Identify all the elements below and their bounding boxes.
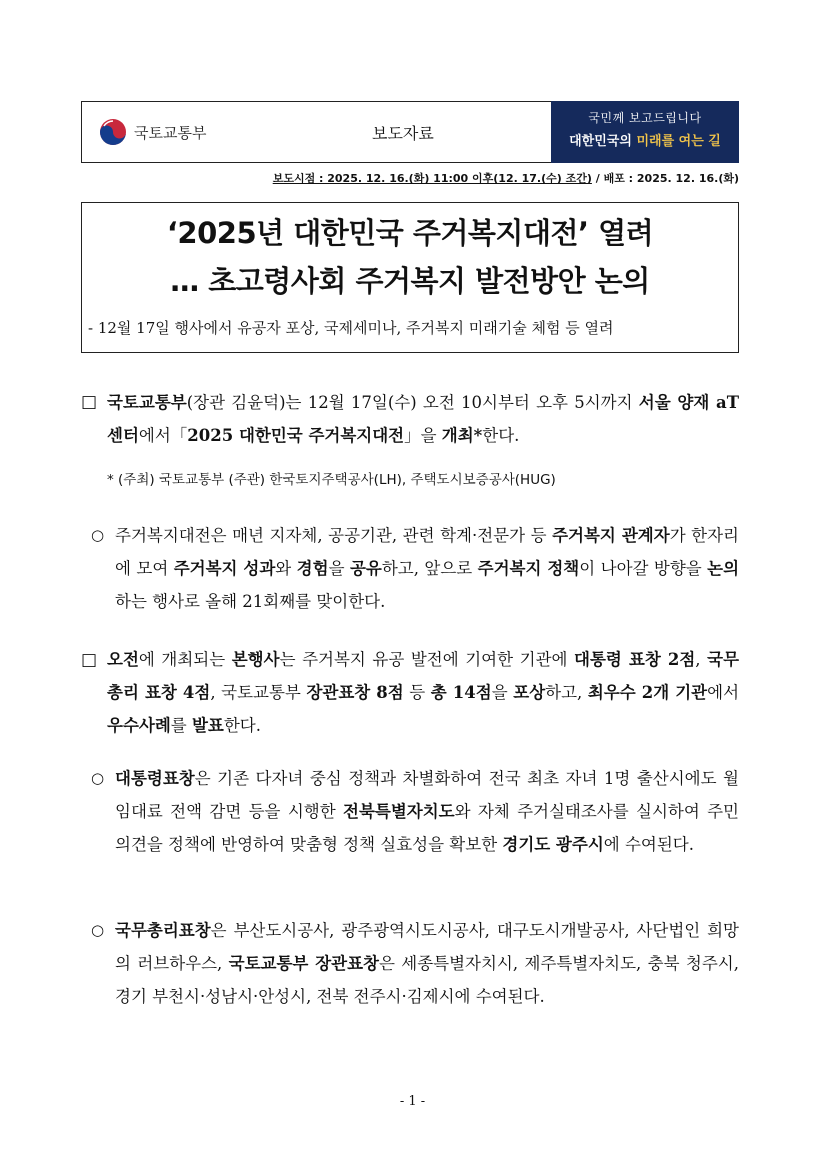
p2-bold-a: 주거복지 관계자 xyxy=(552,526,670,545)
banner-line2-b: 미래를 여는 길 xyxy=(636,134,721,149)
p3-text-j: 한다. xyxy=(223,716,261,735)
circle-bullet-icon: ○ xyxy=(91,526,105,544)
p3-text-g: 하고, xyxy=(545,683,588,702)
p5-text-a: 은 부산도시공사, 광주광역시도시공사, 대구도시개발공사, 사단법인 희망의 러브하우스, xyxy=(115,921,739,973)
p2-bold-d: 공유 xyxy=(349,559,382,578)
p3-text-b: 는 주거복지 유공 발전에 기여한 기관에 xyxy=(279,650,575,669)
p1-bold-held: 개최* xyxy=(441,426,483,445)
p4-bold-b: 전북특별자치도 xyxy=(343,802,455,821)
p2-text-g: 하는 행사로 올해 21회째를 맞이한다. xyxy=(115,592,386,611)
banner-line2-a: 대한민국의 xyxy=(569,134,637,149)
square-bullet-icon: □ xyxy=(81,392,98,412)
p3-bold-e: 장관표창 8점 xyxy=(306,683,404,702)
p2-text-b: 가 한자리에 모여 xyxy=(115,526,739,578)
title-box xyxy=(81,202,739,353)
ministry-name: 국토교통부 xyxy=(134,123,207,142)
p4-bold-a: 대통령표창 xyxy=(115,769,195,788)
p2-text-c: 와 xyxy=(275,559,297,578)
p1-bold-event: 2025 대한민국 주거복지대전 xyxy=(187,426,405,445)
document-type: 보도자료 xyxy=(372,124,434,143)
organizer-note: * (주최) 국토교통부 (주관) 한국토지주택공사(LH), 주택도시보증공사(HUG) xyxy=(107,472,556,488)
p2-text-e: 하고, 앞으로 xyxy=(381,559,478,578)
square-bullet-icon: □ xyxy=(81,650,98,670)
circle-bullet-icon: ○ xyxy=(91,921,105,939)
p1-text-a: (장관 김윤덕)는 12월 17일(수) 오전 10시부터 오후 5시까지 xyxy=(186,393,639,412)
paragraph-2 xyxy=(115,519,739,618)
p2-bold-f: 논의 xyxy=(707,559,740,578)
p4-text-a: 은 기존 다자녀 중심 정책과 차별화하여 전국 최초 자녀 1명 출산시에도 월 임대료 전액 감면 등을 시행한 xyxy=(115,769,739,821)
p3-bold-a: 오전 xyxy=(107,650,139,669)
paragraph-4 xyxy=(115,762,739,861)
headline-line2: … 초고령사회 주거복지 발전방안 논의 xyxy=(170,264,650,298)
release-info xyxy=(81,170,739,186)
p3-bold-g: 포상 xyxy=(513,683,546,702)
press-release-header xyxy=(81,101,739,163)
banner-line1: 국민께 보고드립니다 xyxy=(588,111,702,125)
distribution-date: / 배포 : 2025. 12. 16.(화) xyxy=(591,172,739,185)
p3-text-h: 에서 xyxy=(707,683,740,702)
p3-text-a: 에 개최되는 xyxy=(138,650,232,669)
p3-text-i: 를 xyxy=(170,716,192,735)
p2-text-d: 을 xyxy=(328,559,350,578)
subheadline: - 12월 17일 행사에서 유공자 포상, 국제세미나, 주거복지 미래기술 체험 등 열려 xyxy=(88,319,614,337)
headline-line1: ‘2025년 대한민국 주거복지대전’ 열려 xyxy=(166,216,654,250)
taegeuk-emblem-icon xyxy=(98,117,128,147)
p5-text-b: 은 세종특별자치시, 제주특별자치도, 충북 청주시, 경기 부천시·성남시·안성시, 전북 전주시·김제시에 수여된다. xyxy=(115,954,739,1006)
paragraph-5 xyxy=(115,914,739,1013)
p2-bold-e: 주거복지 정책 xyxy=(477,559,580,578)
p5-bold-b: 국토교통부 장관표창 xyxy=(228,954,379,973)
p3-text-d: , 국토교통부 xyxy=(210,683,307,702)
p3-text-c: , xyxy=(695,650,708,669)
paragraph-3 xyxy=(107,643,739,742)
p3-bold-j: 발표 xyxy=(191,716,224,735)
p3-text-f: 을 xyxy=(491,683,514,702)
page-number: - 1 - xyxy=(399,1094,426,1109)
p1-text-b: 에서「 xyxy=(138,426,188,445)
p3-bold-c: 대통령 표창 2점 xyxy=(574,650,696,669)
p4-bold-c: 경기도 광주시 xyxy=(502,835,604,854)
p1-text-c: 」을 xyxy=(404,426,442,445)
p3-text-e: 등 xyxy=(403,683,431,702)
paragraph-1 xyxy=(107,386,739,452)
p1-bold-venue: 서울 양재 aT센터 xyxy=(107,393,739,445)
p2-text-a: 주거복지대전은 매년 지자체, 공공기관, 관련 학계·전문가 등 xyxy=(115,526,553,545)
p4-text-c: 에 수여된다. xyxy=(603,835,694,854)
p2-bold-c: 경험 xyxy=(296,559,329,578)
p4-text-b: 와 자체 주거실태조사를 실시하여 주민 의견을 정책에 반영하여 맞춤형 정책 실효성을 확보한 xyxy=(115,802,739,854)
banner-line2 xyxy=(551,130,739,149)
p1-text-d: 한다. xyxy=(482,426,520,445)
p5-bold-a: 국무총리표창 xyxy=(115,921,211,940)
embargo-time: 보도시점 : 2025. 12. 16.(화) 11:00 이후(12. 17.(수) 조간) xyxy=(272,172,592,185)
slogan-banner xyxy=(551,101,739,163)
ministry-logo xyxy=(98,117,206,147)
p3-bold-d: 국무총리 표창 4점 xyxy=(107,650,740,702)
p2-text-f: 이 나아갈 방향을 xyxy=(579,559,708,578)
p3-bold-f: 총 14점 xyxy=(430,683,492,702)
p1-bold-ministry: 국토교통부 xyxy=(107,393,187,412)
p3-bold-b: 본행사 xyxy=(231,650,280,669)
p2-bold-b: 주거복지 성과 xyxy=(173,559,276,578)
p3-bold-h: 최우수 2개 기관 xyxy=(587,683,708,702)
circle-bullet-icon: ○ xyxy=(91,769,105,787)
p3-bold-i: 우수사례 xyxy=(107,716,171,735)
